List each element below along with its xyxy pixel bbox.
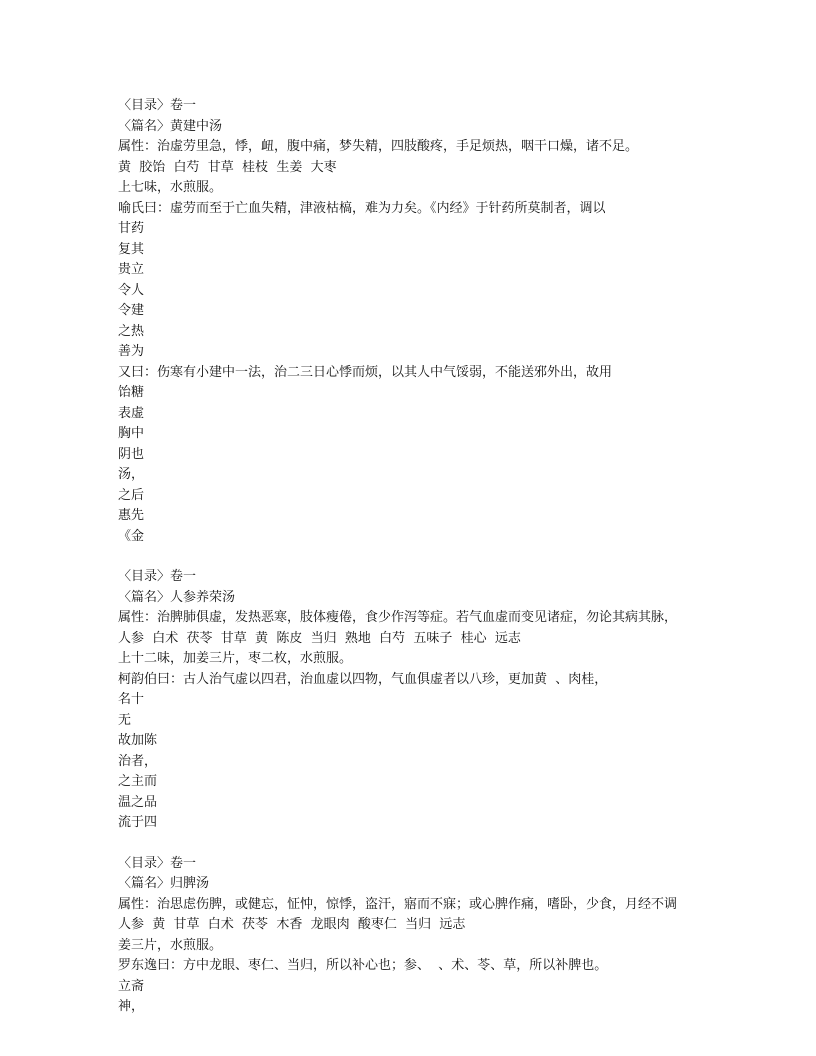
text-fragment: 之主而 xyxy=(118,774,158,789)
commentary-line: 又曰：伤寒有小建中一法，治二三日心悸而烦，以其人中气馁弱，不能送邪外出，故用 xyxy=(118,364,613,380)
text-fragment: 胸中 xyxy=(118,426,145,441)
text-fragment: 惠先 xyxy=(118,508,145,523)
property-line: 属性：治虚劳里急，悸，衄，腹中痛，梦失精，四肢酸疼，手足烦热，咽干口燥，诸不足。 xyxy=(118,139,639,154)
catalog-line: 〈目录〉卷一 xyxy=(118,569,197,584)
text-fragment: 贵立 xyxy=(118,262,145,277)
text-fragment: 名十 xyxy=(118,692,145,707)
ingredients-line: 人参 白术 茯苓 甘草 黄 陈皮 当归 熟地 白芍 五味子 桂心 远志 xyxy=(118,630,521,646)
section-renshen-yangrong-tang xyxy=(118,567,708,834)
text-fragment: 之热 xyxy=(118,323,145,339)
section-guipi-tang xyxy=(118,854,708,1018)
title-line: 〈篇名〉归脾汤 xyxy=(118,876,210,891)
text-fragment: 阴也 xyxy=(118,446,145,462)
text-fragment: 令人 xyxy=(118,282,145,298)
text-fragment: 治者， xyxy=(118,753,158,769)
property-line: 属性：治思虑伤脾，或健忘，怔忡，惊悸，盗汗，寤而不寐；或心脾作痛，嗜卧，少食，月经不调 xyxy=(118,896,678,912)
text-fragment: 汤， xyxy=(118,467,145,482)
text-fragment: 流于四 xyxy=(118,815,158,830)
title-line: 〈篇名〉人参养荣汤 xyxy=(118,589,236,605)
property-line: 属性：治脾肺俱虚，发热恶寒，肢体瘦倦，食少作泻等症。若气血虚而变见诸症，勿论其病其脉， xyxy=(118,610,678,625)
catalog-line: 〈目录〉卷一 xyxy=(118,855,197,871)
usage-line: 上七味，水煎服。 xyxy=(118,180,223,195)
catalog-line: 〈目录〉卷一 xyxy=(118,98,197,113)
text-fragment: 立斋 xyxy=(118,978,145,994)
ingredients-line: 人参 黄 甘草 白术 茯苓 木香 龙眼肉 酸枣仁 当归 远志 xyxy=(118,917,466,932)
commentary-line: 柯韵伯曰：古人治气虚以四君，治血虚以四物，气血俱虚者以八珍，更加黄 、肉桂， xyxy=(118,671,608,687)
text-fragment: 复其 xyxy=(118,241,145,257)
text-fragment: 令建 xyxy=(118,303,145,318)
text-fragment: 表虚 xyxy=(118,405,145,421)
ingredients-line: 黄 胶饴 白芍 甘草 桂枝 生姜 大枣 xyxy=(118,159,337,175)
commentary-line: 喻氏曰：虚劳而至于亡血失精，津液枯槁，难为力矣。《内经》于针药所莫制者，调以 xyxy=(118,200,606,216)
text-fragment: 温之品 xyxy=(118,794,158,810)
text-fragment: 故加陈 xyxy=(118,733,158,748)
document-page xyxy=(118,96,708,1018)
text-fragment: 善为 xyxy=(118,344,145,359)
text-fragment: 神， xyxy=(118,999,145,1014)
section-huangjianzhong-tang xyxy=(118,96,708,547)
text-fragment: 饴糖 xyxy=(118,385,145,400)
text-fragment: 之后 xyxy=(118,487,145,503)
text-fragment: 甘药 xyxy=(118,221,145,236)
text-fragment: 《金 xyxy=(118,528,145,544)
title-line: 〈篇名〉黄建中汤 xyxy=(118,118,223,134)
usage-line: 上十二味，加姜三片，枣二枚，水煎服。 xyxy=(118,651,353,666)
commentary-line: 罗东逸曰：方中龙眼、枣仁、当归，所以补心也；参、 、术、苓、草，所以补脾也。 xyxy=(118,958,608,973)
usage-line: 姜三片，水煎服。 xyxy=(118,937,223,953)
text-fragment: 无 xyxy=(118,712,132,728)
